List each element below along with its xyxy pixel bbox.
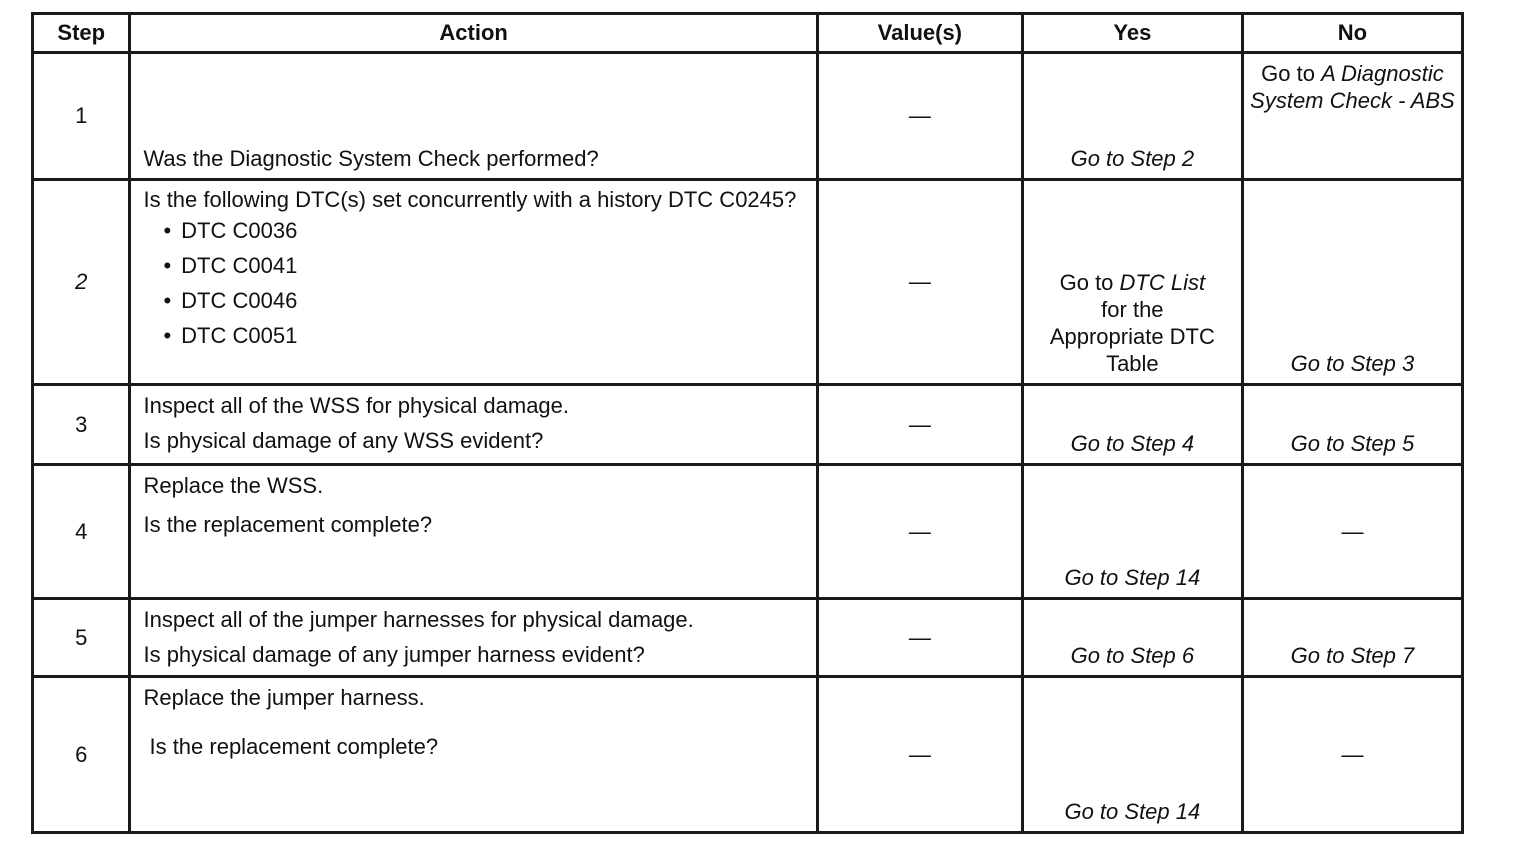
table-row xyxy=(33,677,1463,833)
action-text: Was the Diagnostic System Check performed? xyxy=(143,146,599,171)
action-cell xyxy=(130,599,817,677)
no-cell: — xyxy=(1242,465,1462,599)
no-link: A Diagnostic System Check - ABS xyxy=(1250,61,1455,113)
list-item: • DTC C0046 xyxy=(163,283,805,318)
header-step: Step xyxy=(33,14,130,53)
action-text: Inspect all of the WSS for physical damage. xyxy=(143,393,570,418)
no-cell: Go to Step 7 xyxy=(1242,599,1462,677)
action-question: Is physical damage of any WSS evident? xyxy=(143,428,544,453)
yes-cell xyxy=(1022,180,1242,385)
table-row xyxy=(33,599,1463,677)
no-cell xyxy=(1242,53,1462,180)
action-cell xyxy=(130,180,817,385)
list-item: • DTC C0036 xyxy=(163,213,805,248)
yes-cell: Go to Step 4 xyxy=(1022,385,1242,465)
step-number: 1 xyxy=(33,53,130,180)
no-cell: Go to Step 3 xyxy=(1242,180,1462,385)
step-number: 5 xyxy=(33,599,130,677)
header-row xyxy=(33,14,1463,53)
value-cell: — xyxy=(817,180,1022,385)
step-number: 2 xyxy=(33,180,130,385)
step-number: 6 xyxy=(33,677,130,833)
yes-prefix: Go to xyxy=(1059,270,1114,295)
action-text: Replace the WSS. xyxy=(143,473,324,498)
header-yes: Yes xyxy=(1022,14,1242,53)
action-question: Is the replacement complete? xyxy=(149,734,439,759)
value-cell: — xyxy=(817,677,1022,833)
yes-cell: Go to Step 14 xyxy=(1022,465,1242,599)
yes-cell: Go to Step 14 xyxy=(1022,677,1242,833)
header-action: Action xyxy=(130,14,817,53)
action-text: Inspect all of the jumper harnesses for physical damage. xyxy=(143,607,694,632)
action-question: Is the replacement complete? xyxy=(143,512,433,537)
list-item: • DTC C0041 xyxy=(163,248,805,283)
action-text: Is the following DTC(s) set concurrently with a history DTC C0245? xyxy=(143,187,797,212)
action-cell xyxy=(130,53,817,180)
table-row xyxy=(33,385,1463,465)
no-prefix: Go to xyxy=(1261,61,1315,86)
value-cell: — xyxy=(817,385,1022,465)
no-cell: — xyxy=(1242,677,1462,833)
dtc-list xyxy=(143,213,805,353)
yes-cell: Go to Step 6 xyxy=(1022,599,1242,677)
list-item: • DTC C0051 xyxy=(163,318,805,353)
header-no: No xyxy=(1242,14,1462,53)
action-text: Replace the jumper harness. xyxy=(143,685,425,710)
diagnostic-table xyxy=(31,12,1464,834)
table-row xyxy=(33,180,1463,385)
yes-link: DTC List xyxy=(1119,270,1206,295)
table-row xyxy=(33,53,1463,180)
yes-suffix: for the Appropriate DTC Table xyxy=(1049,297,1215,376)
no-cell: Go to Step 5 xyxy=(1242,385,1462,465)
value-cell: — xyxy=(817,599,1022,677)
step-number: 3 xyxy=(33,385,130,465)
value-cell: — xyxy=(817,53,1022,180)
action-cell xyxy=(130,677,817,833)
yes-cell: Go to Step 2 xyxy=(1022,53,1242,180)
value-cell: — xyxy=(817,465,1022,599)
action-question: Is physical damage of any jumper harness evident? xyxy=(143,642,645,667)
table-row xyxy=(33,465,1463,599)
action-cell xyxy=(130,385,817,465)
header-values: Value(s) xyxy=(817,14,1022,53)
action-cell xyxy=(130,465,817,599)
step-number: 4 xyxy=(33,465,130,599)
